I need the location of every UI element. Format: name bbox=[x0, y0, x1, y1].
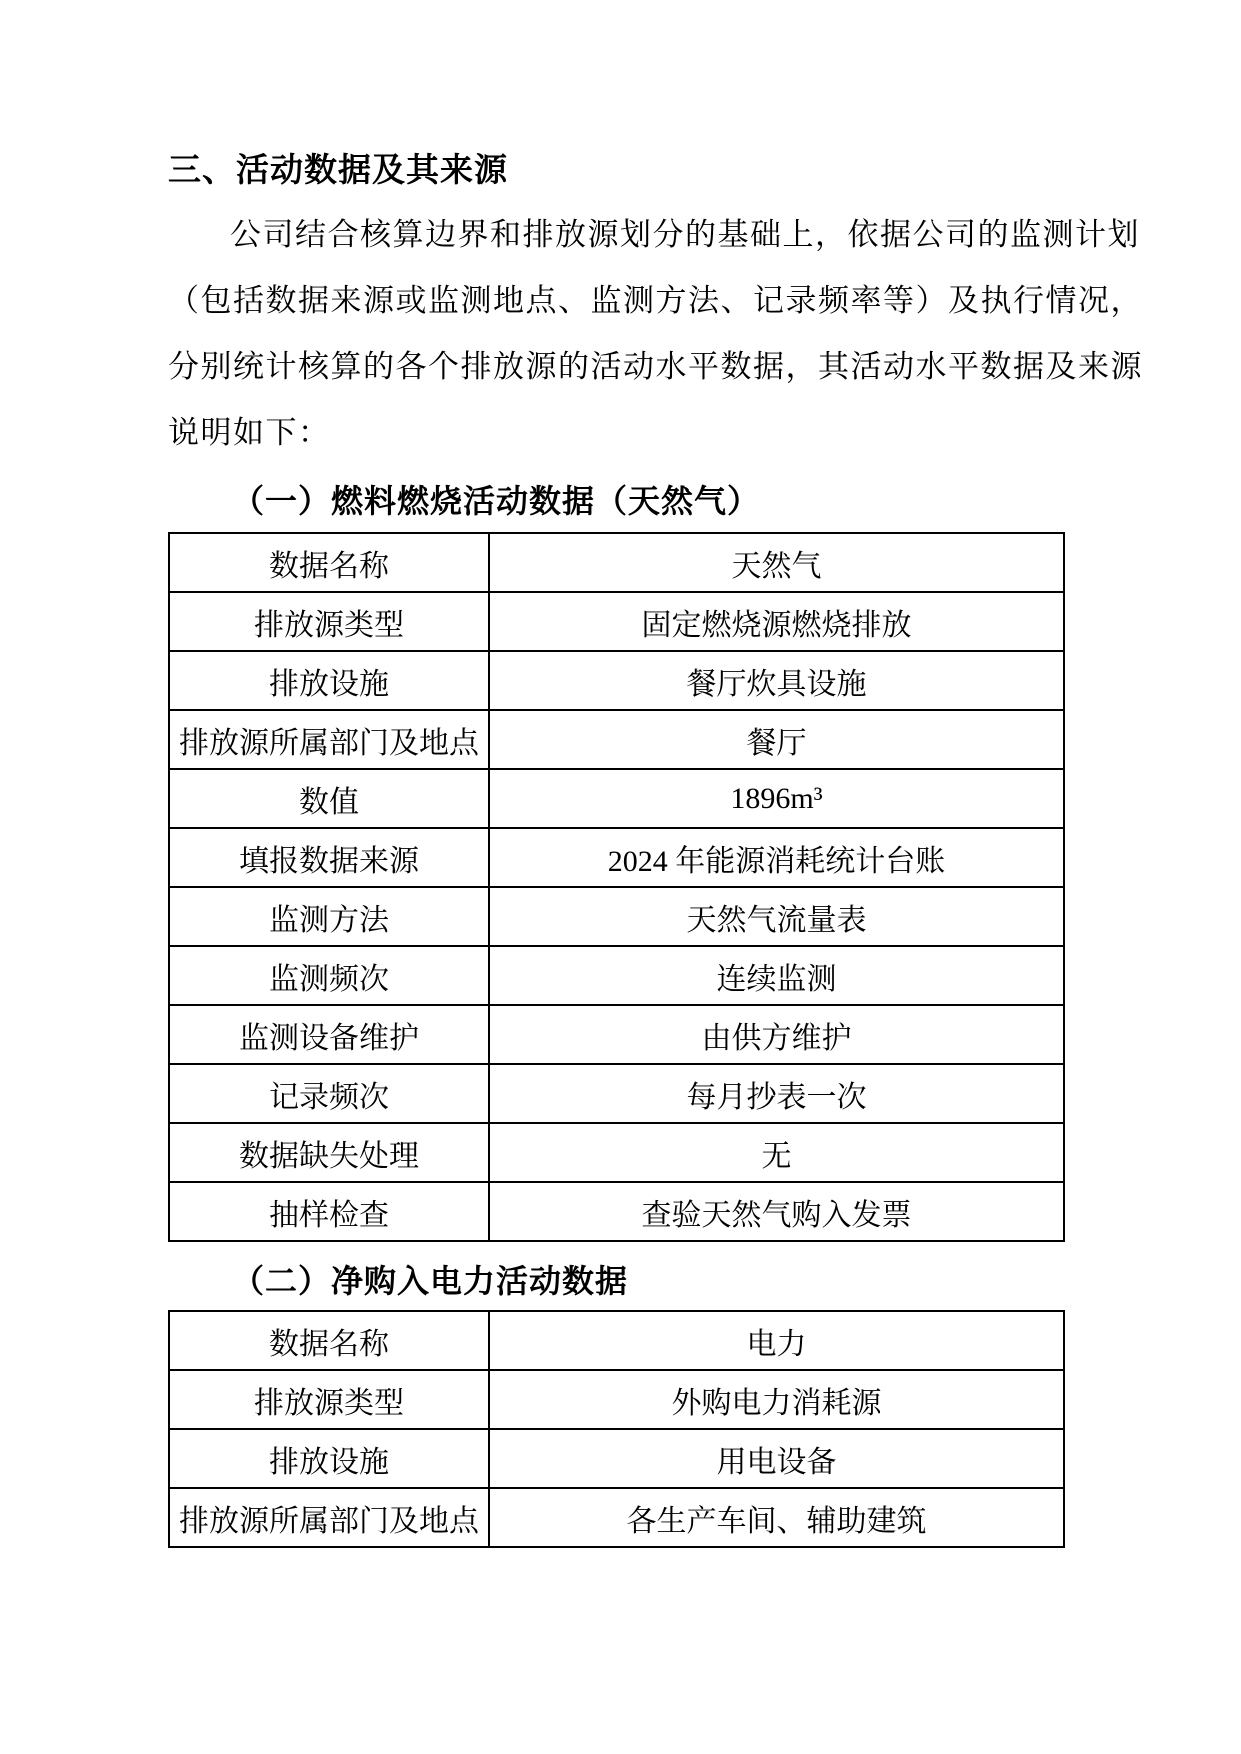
row-label-cell: 抽样检查 bbox=[169, 1182, 489, 1241]
table-row bbox=[169, 946, 1064, 1005]
row-value-cell: 1896m³ bbox=[489, 769, 1064, 828]
row-label-cell: 排放源所属部门及地点 bbox=[169, 710, 489, 769]
section-fuel-combustion bbox=[168, 478, 1070, 1242]
section-1-heading: （一）燃料燃烧活动数据（天然气） bbox=[232, 483, 761, 519]
table-row bbox=[169, 828, 1064, 887]
table-row bbox=[169, 651, 1064, 710]
table-row bbox=[169, 1005, 1064, 1064]
row-label-cell: 数据缺失处理 bbox=[169, 1123, 489, 1182]
table-row bbox=[169, 1182, 1064, 1241]
natural-gas-table-body bbox=[169, 533, 1064, 1241]
intro-paragraph bbox=[168, 202, 1143, 466]
paragraph-line: 分别统计核算的各个排放源的活动水平数据，其活动水平数据及来源 bbox=[168, 349, 1143, 384]
table-row bbox=[169, 710, 1064, 769]
row-value-cell: 电力 bbox=[489, 1311, 1064, 1370]
row-label-cell: 监测设备维护 bbox=[169, 1005, 489, 1064]
table-row bbox=[169, 1064, 1064, 1123]
row-value-cell: 用电设备 bbox=[489, 1429, 1064, 1488]
row-label-cell: 监测频次 bbox=[169, 946, 489, 1005]
row-value-cell: 连续监测 bbox=[489, 946, 1064, 1005]
row-value-cell: 由供方维护 bbox=[489, 1005, 1064, 1064]
row-value-cell: 各生产车间、辅助建筑 bbox=[489, 1488, 1064, 1547]
table-row bbox=[169, 592, 1064, 651]
row-label-cell: 监测方法 bbox=[169, 887, 489, 946]
page-title: 三、活动数据及其来源 bbox=[168, 151, 508, 188]
paragraph-line: 说明如下： bbox=[168, 415, 331, 450]
row-value-cell: 2024 年能源消耗统计台账 bbox=[489, 828, 1064, 887]
row-label-cell: 排放设施 bbox=[169, 1429, 489, 1488]
row-value-cell: 餐厅炊具设施 bbox=[489, 651, 1064, 710]
electricity-table-body bbox=[169, 1311, 1064, 1547]
table-row bbox=[169, 1370, 1064, 1429]
row-label-cell: 排放源所属部门及地点 bbox=[169, 1488, 489, 1547]
row-label-cell: 排放设施 bbox=[169, 651, 489, 710]
row-label-cell: 填报数据来源 bbox=[169, 828, 489, 887]
table-row bbox=[169, 769, 1064, 828]
paragraph-line: 公司结合核算边界和排放源划分的基础上，依据公司的监测计划 bbox=[230, 217, 1140, 252]
section-purchased-electricity bbox=[168, 1258, 1070, 1548]
row-label-cell: 排放源类型 bbox=[169, 1370, 489, 1429]
table-row bbox=[169, 1311, 1064, 1370]
row-label-cell: 排放源类型 bbox=[169, 592, 489, 651]
row-label-cell: 数值 bbox=[169, 769, 489, 828]
row-label-cell: 数据名称 bbox=[169, 1311, 489, 1370]
section-2-heading: （二）净购入电力活动数据 bbox=[232, 1263, 629, 1299]
natural-gas-activity-table bbox=[168, 532, 1065, 1242]
row-value-cell: 每月抄表一次 bbox=[489, 1064, 1064, 1123]
table-row bbox=[169, 1488, 1064, 1547]
row-value-cell: 固定燃烧源燃烧排放 bbox=[489, 592, 1064, 651]
row-label-cell: 记录频次 bbox=[169, 1064, 489, 1123]
row-label-cell: 数据名称 bbox=[169, 533, 489, 592]
table-row bbox=[169, 887, 1064, 946]
paragraph-line: （包括数据来源或监测地点、监测方法、记录频率等）及执行情况， bbox=[168, 283, 1143, 318]
row-value-cell: 无 bbox=[489, 1123, 1064, 1182]
row-value-cell: 天然气 bbox=[489, 533, 1064, 592]
row-value-cell: 外购电力消耗源 bbox=[489, 1370, 1064, 1429]
electricity-activity-table bbox=[168, 1310, 1065, 1548]
row-value-cell: 天然气流量表 bbox=[489, 887, 1064, 946]
table-row bbox=[169, 1123, 1064, 1182]
table-row bbox=[169, 1429, 1064, 1488]
table-row bbox=[169, 533, 1064, 592]
row-value-cell: 查验天然气购入发票 bbox=[489, 1182, 1064, 1241]
row-value-cell: 餐厅 bbox=[489, 710, 1064, 769]
